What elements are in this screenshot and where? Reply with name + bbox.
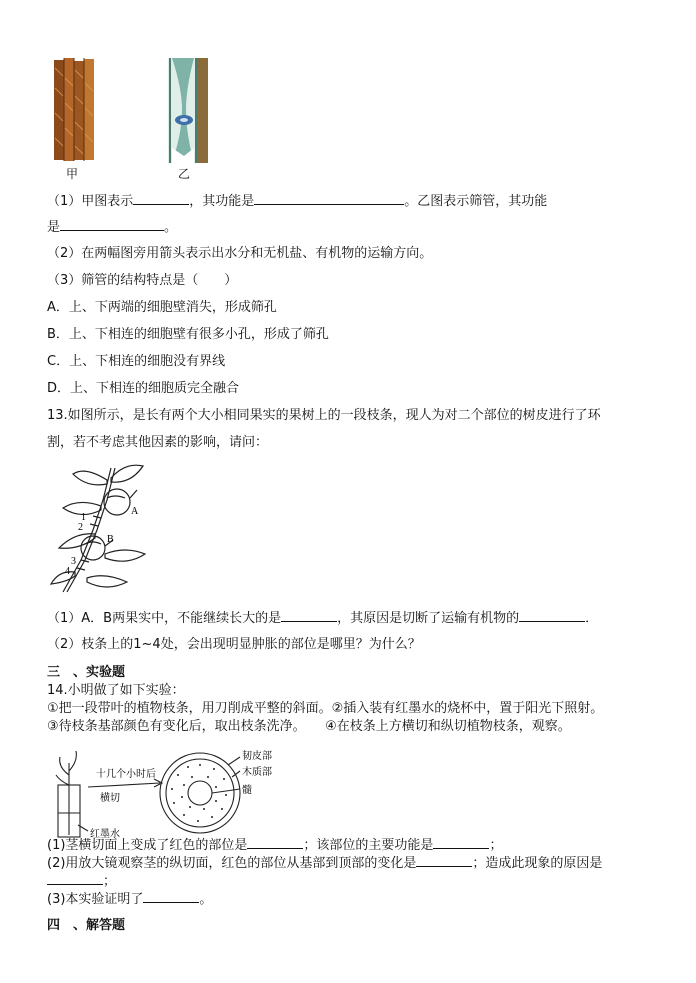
q14-stem: 14.小明做了如下实验： bbox=[47, 683, 185, 698]
q12-part2: （2）在两幅图旁用箭头表示出水分和无机盐、有机物的运输方向。 bbox=[47, 246, 433, 261]
answer-blank[interactable] bbox=[47, 872, 103, 885]
q14-a3-text-a: (3)本实验证明了 bbox=[47, 892, 144, 907]
q12-part1-line1 bbox=[47, 192, 547, 211]
answer-blank[interactable] bbox=[60, 218, 164, 231]
q13-part2: （2）枝条上的1~4处，会出现明显肿胀的部位是哪里？为什么？ bbox=[47, 637, 421, 652]
figure-text-after-hours: 十几个小时后 bbox=[96, 769, 156, 780]
q12-option-d: D．上、下相连的细胞质完全融合 bbox=[47, 381, 240, 396]
q14-a2-text-a: (2)用放大镜观察茎的纵切面，红色的部位从基部到顶部的变化是 bbox=[47, 856, 417, 871]
figure-red-ink-experiment bbox=[48, 745, 288, 845]
section-four-heading: 四 、解答题 bbox=[47, 918, 126, 933]
answer-blank[interactable] bbox=[254, 192, 404, 205]
figure-vessel-jia bbox=[52, 58, 100, 163]
q14-a1-text-c: ； bbox=[489, 838, 503, 853]
figure-label-jia: 甲 bbox=[66, 167, 79, 181]
q14-answer-2-line1 bbox=[47, 854, 602, 873]
q14-step-line1: ①把一段带叶的植物枝条，用刀削成平整的斜面。②插入装有红墨水的烧杯中，置于阳光下照射。 bbox=[47, 701, 604, 716]
q12-p1-text-b: ，其功能是 bbox=[189, 194, 255, 209]
q14-answer-2-line2 bbox=[47, 872, 116, 891]
q13-part1 bbox=[47, 609, 598, 628]
q13-p1-text-a: （1）A．B两果实中，不能继续长大的是 bbox=[47, 611, 282, 626]
figure-text-cross-cut: 横切 bbox=[100, 793, 120, 804]
figure-text-pith: 髓 bbox=[242, 785, 252, 796]
q14-a3-text-b: 。 bbox=[199, 892, 213, 907]
q14-answer-1 bbox=[47, 836, 502, 855]
q14-a2-text-b: ；造成此现象的原因是 bbox=[472, 856, 603, 871]
q12-p1-text-d: 是 bbox=[47, 220, 61, 235]
answer-blank[interactable] bbox=[247, 836, 303, 849]
q14-a2-text-c: ； bbox=[103, 874, 117, 889]
q12-p1-text-e: 。 bbox=[164, 220, 178, 235]
answer-blank[interactable] bbox=[133, 192, 189, 205]
q13-stem-line1: 13.如图所示，是长有两个大小相同果实的果树上的一段枝条，现人为对二个部位的树皮进行了环 bbox=[47, 408, 601, 423]
fruit-label-b: B bbox=[107, 534, 114, 545]
q13-p1-text-c: ． bbox=[585, 611, 599, 626]
section-three-heading: 三 、实验题 bbox=[47, 665, 126, 680]
q13-stem-line2: 割，若不考虑其他因素的影响，请问： bbox=[47, 435, 269, 450]
q12-p1-text-c: 。乙图表示筛管，其功能 bbox=[404, 194, 548, 209]
cut-label-4: 4 bbox=[65, 566, 70, 577]
q12-p1-text-a: （1）甲图表示 bbox=[47, 194, 134, 209]
q12-part3: （3）筛管的结构特点是（ ） bbox=[47, 273, 238, 288]
fruit-label-a: A bbox=[131, 506, 139, 517]
q12-option-a: A．上、下两端的细胞壁消失，形成筛孔 bbox=[47, 300, 277, 315]
q14-step-line2: ③待枝条基部颜色有变化后，取出枝条洗净。 ④在枝条上方横切和纵切植物枝条，观察。 bbox=[47, 719, 571, 734]
figure-text-xylem: 木质部 bbox=[242, 767, 272, 778]
cut-label-1: 1 bbox=[81, 512, 86, 523]
answer-blank[interactable] bbox=[433, 836, 489, 849]
answer-blank[interactable] bbox=[281, 609, 337, 622]
figure-text-phloem: 韧皮部 bbox=[242, 751, 272, 762]
figure-sieve-tube-yi bbox=[168, 58, 208, 163]
cut-label-2: 2 bbox=[78, 522, 83, 533]
cut-label-3: 3 bbox=[71, 556, 76, 567]
answer-blank[interactable] bbox=[416, 854, 472, 867]
answer-blank[interactable] bbox=[143, 890, 199, 903]
q14-answer-3 bbox=[47, 890, 212, 909]
q14-a1-text-a: (1)茎横切面上变成了红色的部位是 bbox=[47, 838, 248, 853]
figure-text-red-ink: 红墨水 bbox=[90, 829, 120, 840]
q14-a1-text-b: ；该部位的主要功能是 bbox=[303, 838, 434, 853]
figure-branch-with-fruits bbox=[45, 460, 155, 600]
figure-label-yi: 乙 bbox=[178, 167, 191, 181]
answer-blank[interactable] bbox=[519, 609, 585, 622]
q12-option-c: C．上、下相连的细胞没有界线 bbox=[47, 354, 226, 369]
q13-p1-text-b: ，其原因是切断了运输有机物的 bbox=[337, 611, 520, 626]
q12-part1-line2 bbox=[47, 218, 177, 237]
q12-option-b: B．上、下相连的细胞壁有很多小孔，形成了筛孔 bbox=[47, 327, 329, 342]
